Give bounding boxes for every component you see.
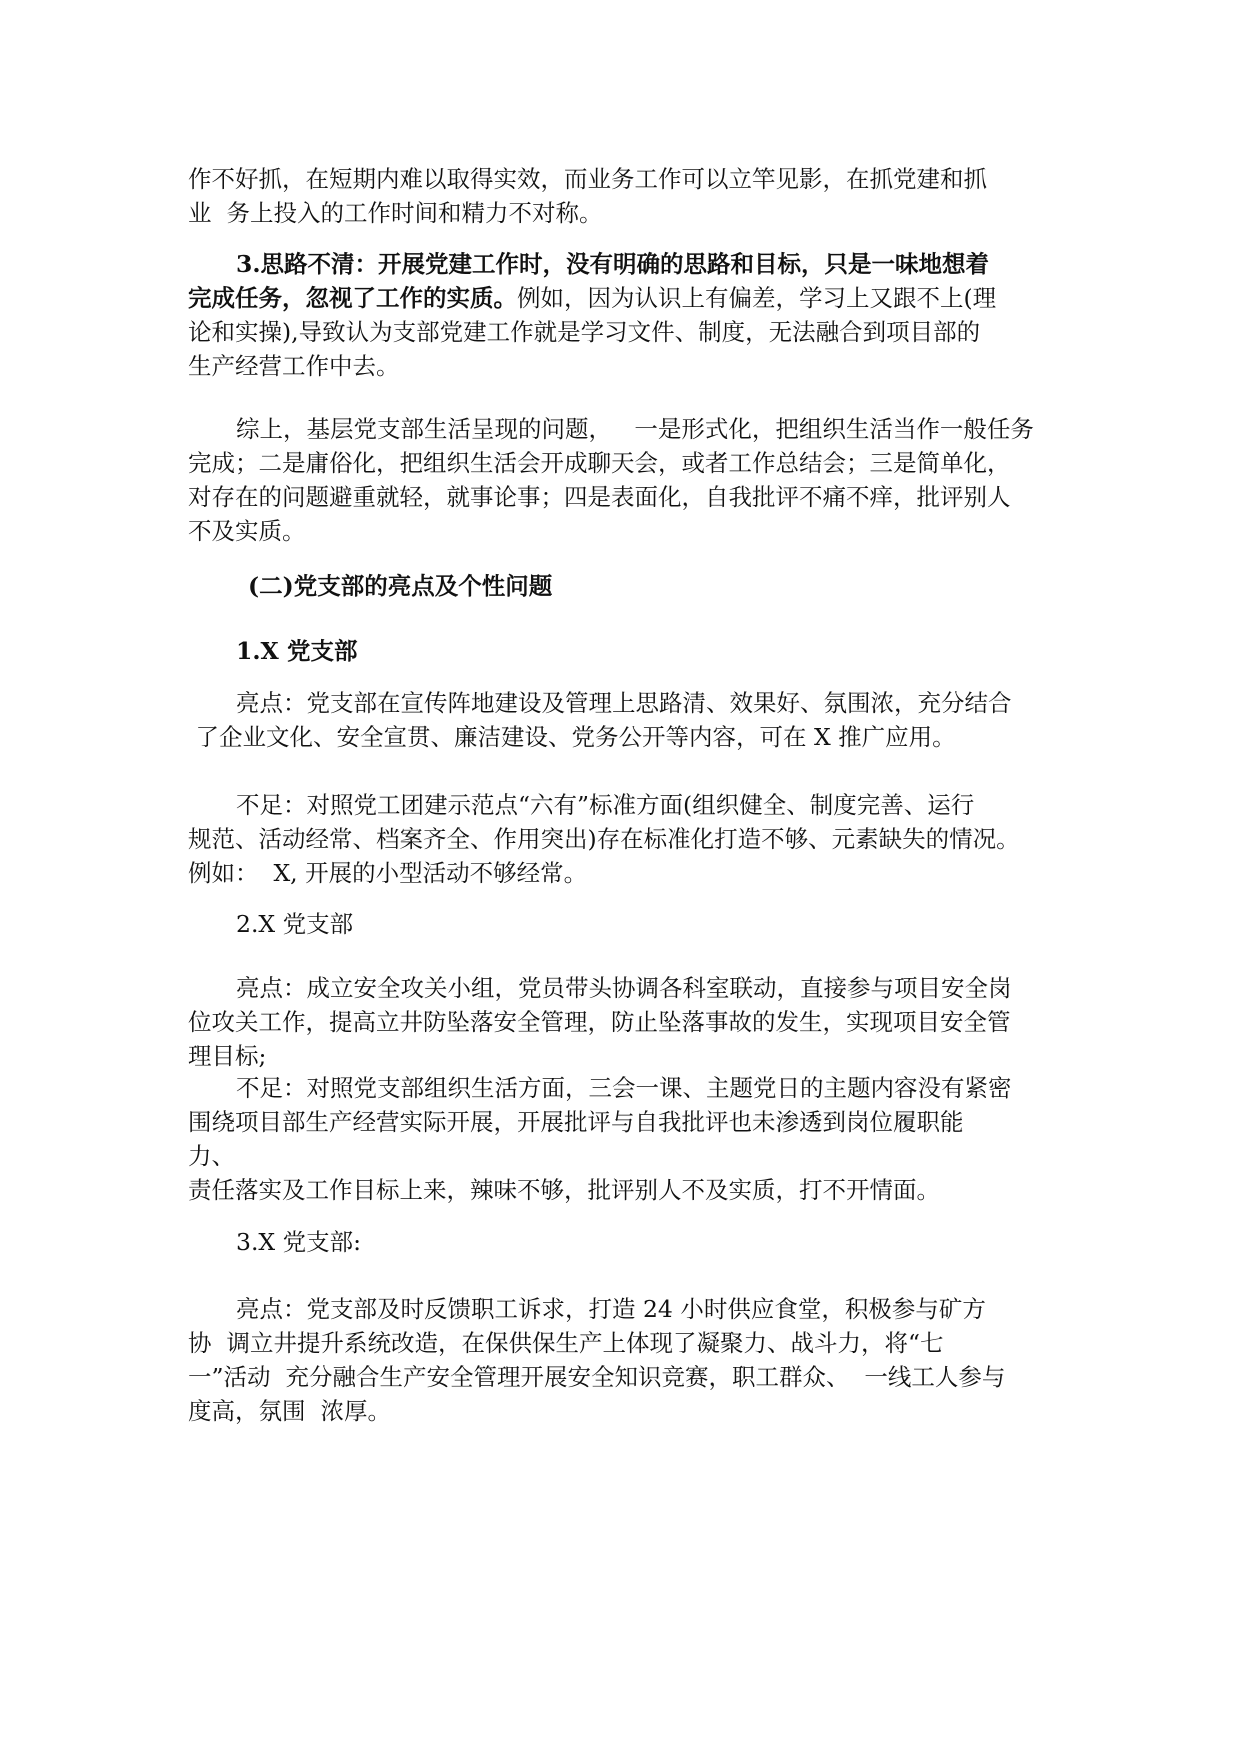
text-line: 对存在的问题避重就轻，就事论事；四是表面化，自我批评不痛不痒，批评别人 (188, 483, 1011, 511)
text-line: 一”活动 充分融合生产安全管理开展安全知识竞赛，职工群众、 一线工人参与 (188, 1363, 1006, 1391)
branch-heading-text: 2.X 党支部 (236, 910, 354, 938)
text-line: 亮点：党支部及时反馈职工诉求，打造 24 小时供应食堂，积极参与矿方 (236, 1295, 986, 1323)
text-line: 位攻关工作，提高立井防坠落安全管理，防止坠落事故的发生，实现项目安全管 (188, 1008, 1011, 1036)
branch1-highlight (188, 686, 1062, 754)
text-line: 不及实质。 (188, 517, 306, 545)
text-line: 围绕项目部生产经营实际开展，开展批评与自我批评也未渗透到岗位履职能 (188, 1108, 964, 1136)
text-line: 完成；二是庸俗化，把组织生活会开成聊天会，或者工作总结会；三是简单化， (188, 449, 1011, 477)
text-line: 综上，基层党支部生活呈现的问题， 一是形式化，把组织生活当作一般任务 (236, 415, 1034, 443)
section-heading (188, 569, 1062, 603)
branch-heading-text: 3.X 党支部: (236, 1228, 362, 1256)
text-line: 责任落实及工作目标上来，辣味不够，批评别人不及实质，打不开情面。 (188, 1176, 940, 1204)
text-line: 规范、活动经常、档案齐全、作用突出)存在标准化打造不够、元素缺失的情况。 (188, 825, 1020, 853)
text-line: 了企业文化、安全宣贯、廉洁建设、党务公开等内容，可在 X 推广应用。 (188, 723, 956, 751)
bold-lead-text: 3.思路不清：开展党建工作时，没有明确的思路和目标，只是一味地想着 (236, 250, 990, 278)
branch2-highlight (188, 971, 1062, 1073)
text-line (188, 281, 1062, 315)
text-line (188, 247, 1062, 281)
branch2-shortfall (188, 1071, 1062, 1207)
body-text: 例如，因为认识上有偏差，学习上又跟不上(理 (517, 284, 997, 312)
branch3-highlight (188, 1292, 1062, 1428)
text-line: 亮点：党支部在宣传阵地建设及管理上思路清、效果好、氛围浓，充分结合 (236, 689, 1012, 717)
text-line: 理目标; (188, 1042, 267, 1070)
text-line: 业 务上投入的工作时间和精力不对称。 (188, 199, 603, 227)
paragraph-summary (188, 412, 1062, 548)
text-line: 协 调立井提升系统改造，在保供保生产上体现了凝聚力、战斗力，将“七 (188, 1329, 944, 1357)
paragraph-continuation (188, 162, 1062, 230)
text-line: 亮点：成立安全攻关小组，党员带头协调各科室联动，直接参与项目安全岗 (236, 974, 1012, 1002)
branch1-shortfall (188, 788, 1062, 890)
text-line: 生产经营工作中去。 (188, 352, 400, 380)
text-line: 力、 (188, 1142, 235, 1170)
paragraph-unclear-thinking (188, 247, 1062, 383)
text-line: 不足：对照党工团建示范点“六有”标准方面(组织健全、制度完善、运行 (236, 791, 975, 819)
branch-heading-text: 1.X 党支部 (236, 637, 358, 665)
text-line: 论和实操),导致认为支部党建工作就是学习文件、制度，无法融合到项目部的 (188, 318, 981, 346)
branch3-heading (188, 1225, 1062, 1259)
text-line: 例如： X, 开展的小型活动不够经常。 (188, 859, 588, 887)
bold-lead-text: 完成任务，忽视了工作的实质。 (188, 284, 517, 312)
branch2-heading (188, 907, 1062, 941)
text-line: 度高，氛围 浓厚。 (188, 1397, 391, 1425)
branch1-heading (188, 634, 1062, 668)
text-line: 不足：对照党支部组织生活方面，三会一课、主题党日的主题内容没有紧密 (236, 1074, 1012, 1102)
text-line: 作不好抓，在短期内难以取得实效，而业务工作可以立竿见影，在抓党建和抓 (188, 165, 987, 193)
section-heading-text: (二)党支部的亮点及个性问题 (248, 572, 553, 600)
